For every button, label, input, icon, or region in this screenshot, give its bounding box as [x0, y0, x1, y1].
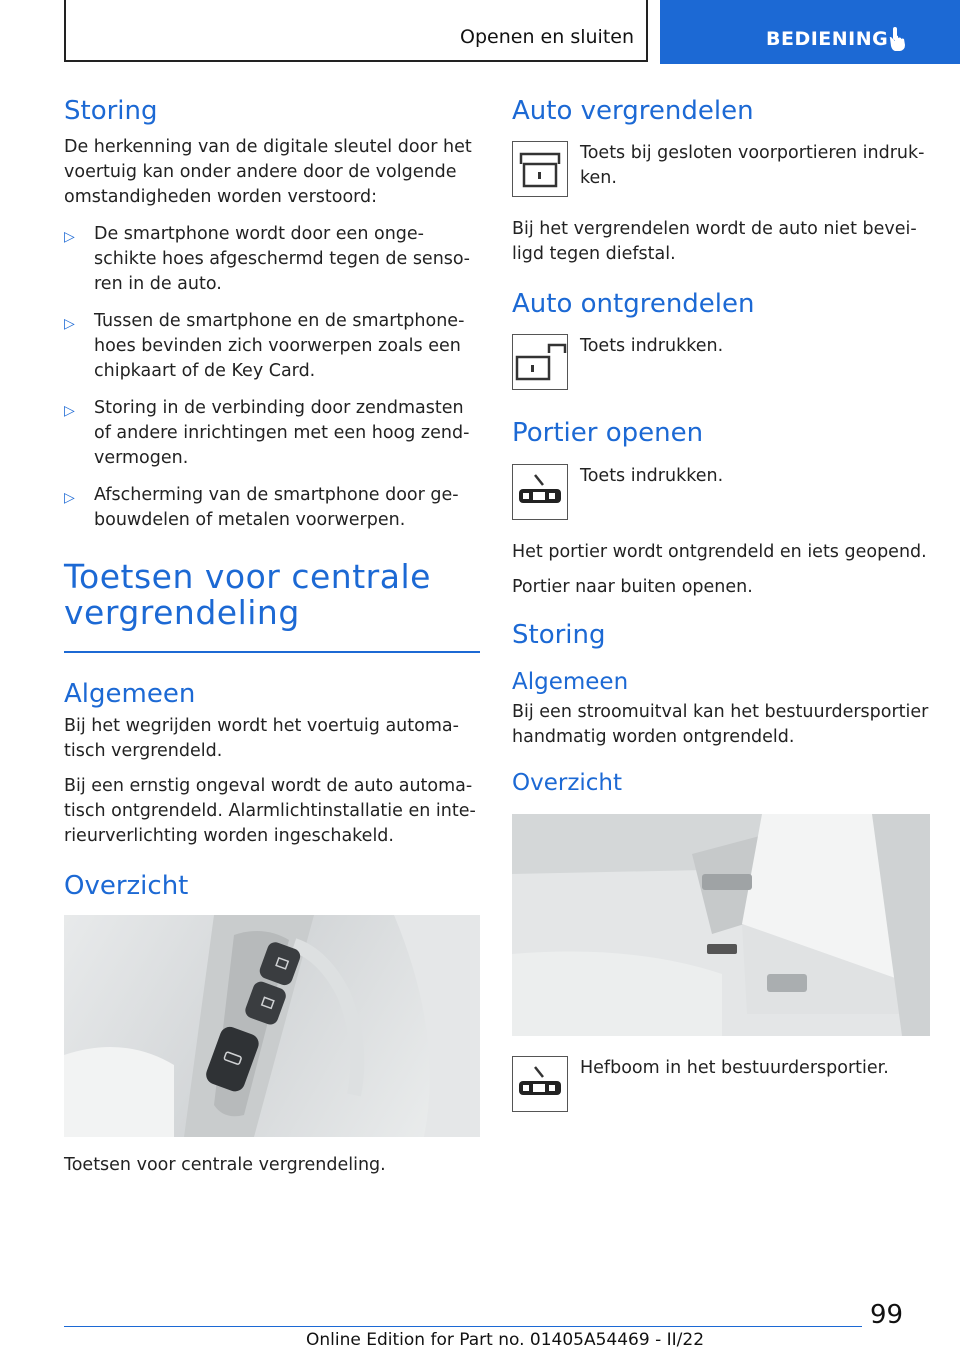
- header-chapter-tab: [660, 0, 960, 64]
- triangle-bullet-icon: ▷: [64, 316, 75, 333]
- hand-pointer-icon: [886, 26, 908, 52]
- algemeen-heading: Algemeen: [64, 679, 196, 710]
- storing-heading: Storing: [64, 96, 158, 126]
- footer-divider: [64, 1326, 862, 1327]
- door-instruction: [512, 464, 930, 522]
- storing-intro: De herkenning van de digitale sleutel door het voertuig kan onder andere door de volgende omstandigheden worden verstoord:: [64, 137, 472, 208]
- list-item: ▷ Storing in de verbinding door zendmasten of andere inrichtingen met een hoog zendvermogen.: [64, 398, 470, 469]
- overzicht-heading: Overzicht: [64, 871, 189, 902]
- algemeen-paragraph-2: Bij een ernstig ongeval wordt de auto automatisch ontgrendeld. Alarmlichtinstallatie en interieurverlichting worden ingeschakeld.: [64, 776, 476, 847]
- overzicht-heading-right: Overzicht: [512, 770, 623, 797]
- door-note-2: Portier naar buiten openen.: [512, 576, 753, 597]
- triangle-bullet-icon: ▷: [64, 229, 75, 246]
- algemeen-paragraph-1: Bij het wegrijden wordt het voertuig automatisch vergrendeld.: [64, 716, 459, 762]
- right-column: [512, 96, 930, 1132]
- unlock-instruction: [512, 334, 930, 392]
- main-section-title: Toetsen voor centrale vergrendeling: [64, 557, 431, 633]
- car-door-open-icon: [512, 464, 568, 520]
- title-divider: [64, 651, 480, 653]
- header-section-box: [64, 0, 648, 62]
- triangle-bullet-icon: ▷: [64, 490, 75, 507]
- list-item: ▷ Tussen de smartphone en de smartphonehoes bevinden zich voorwerpen zoals een chipkaart of de Key Card.: [64, 311, 465, 382]
- unlock-icon: [512, 334, 568, 390]
- lock-instruction: [512, 141, 930, 199]
- door-note-1: Het portier wordt ontgrendeld en iets geopend.: [512, 541, 927, 562]
- central-locking-buttons-photo: [64, 915, 480, 1137]
- unlock-text: Toets indrukken.: [580, 336, 724, 357]
- door-heading: Portier openen: [512, 418, 704, 449]
- lock-heading: Auto vergrendelen: [512, 96, 754, 126]
- page-number: 99: [870, 1300, 904, 1330]
- storing-heading-right: Storing: [512, 619, 606, 650]
- door-text: Toets indrukken.: [580, 465, 724, 486]
- lock-note: Bij het vergrendelen wordt de auto niet beveiligd tegen diefstal.: [512, 219, 917, 265]
- storing-list: [64, 222, 480, 533]
- car-door-open-icon: [512, 1056, 568, 1112]
- algemeen-heading-right: Algemeen: [512, 668, 629, 695]
- header-section-title: Openen en sluiten: [460, 26, 634, 48]
- photo-caption: Toetsen voor centrale vergrendeling.: [64, 1154, 386, 1175]
- list-item: ▷ Afscherming van de smartphone door gebouwdelen of metalen voorwerpen.: [64, 485, 459, 531]
- lock-text: Toets bij gesloten voorportieren indrukken.: [580, 143, 925, 189]
- unlock-heading: Auto ontgrendelen: [512, 289, 755, 320]
- footer-edition: Online Edition for Part no. 01405A54469 - II/22: [306, 1330, 705, 1350]
- lever-instruction: [512, 1056, 930, 1114]
- driver-door-lever-photo: [512, 814, 930, 1036]
- triangle-bullet-icon: ▷: [64, 403, 75, 420]
- lever-text: Hefboom in het bestuurdersportier.: [580, 1057, 889, 1078]
- lock-icon: [512, 141, 568, 197]
- algemeen-text-right: Bij een stroomuitval kan het bestuurdersportier handmatig worden ontgrendeld.: [512, 702, 929, 748]
- header-chapter-title: BEDIENING: [766, 28, 889, 50]
- list-item: ▷ De smartphone wordt door een ongeschikte hoes afgeschermd tegen de sensoren in de auto.: [64, 224, 470, 295]
- left-column: [64, 96, 480, 1188]
